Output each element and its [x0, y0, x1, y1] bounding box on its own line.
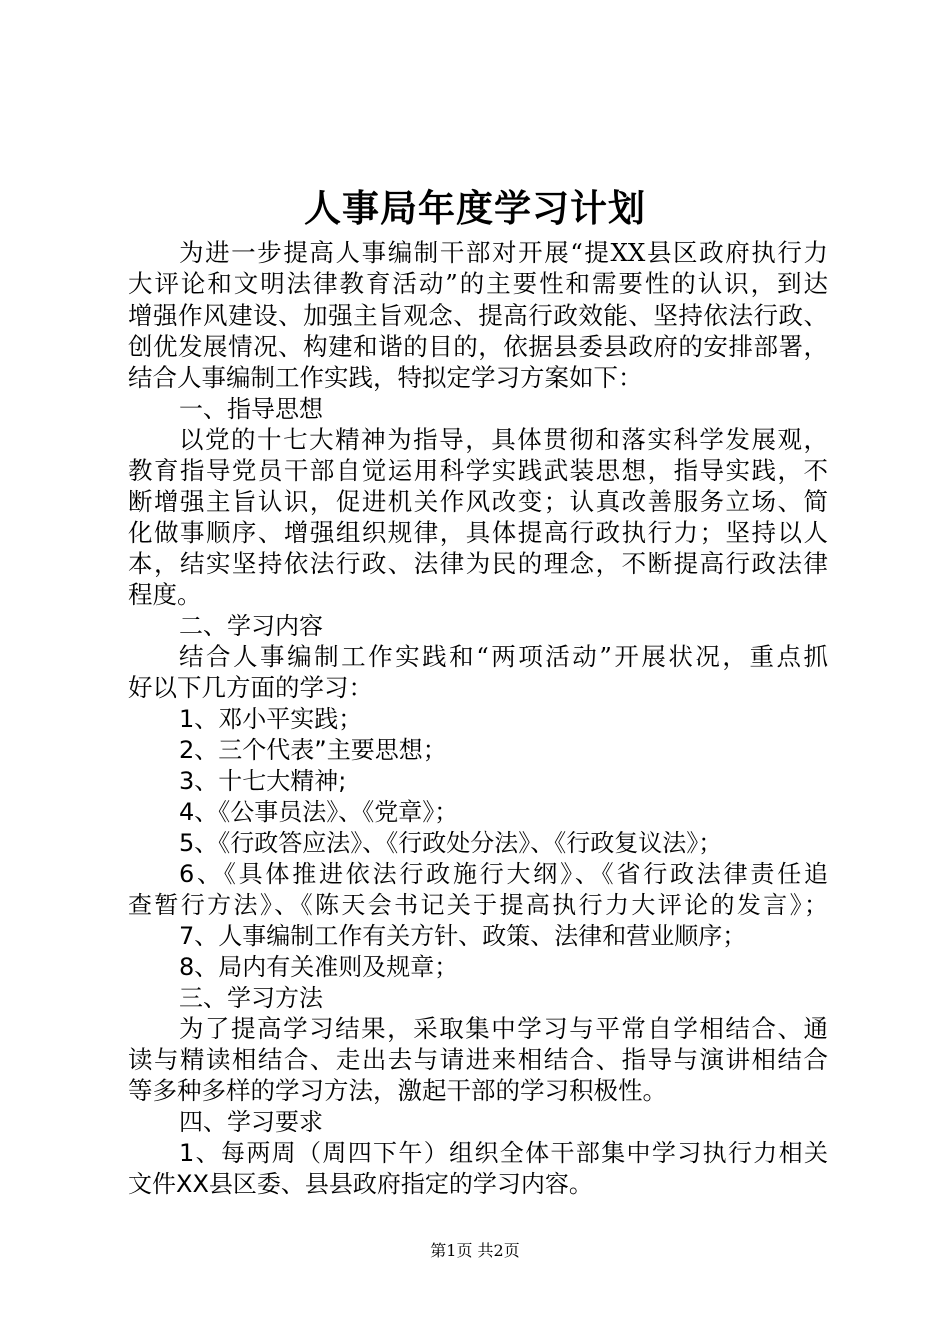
list-item: 文件XX县区委、县县政府指定的学习内容。: [128, 1170, 593, 1198]
paragraph-line: 为了提高学习结果，采取集中学习与平常自学相结合、通: [179, 1014, 828, 1043]
paragraph-line: 好以下几方面的学习：: [128, 673, 373, 702]
page-number-footer: 第1页 共2页: [430, 1241, 520, 1260]
section-heading: 四、学习要求: [179, 1108, 323, 1136]
paragraph-line: 结合人事编制工作实践和“两项活动”开展状况，重点抓: [179, 642, 828, 671]
section-heading: 二、学习内容: [179, 612, 323, 640]
list-item: 6、《具体推进依法行政施行大纲》、《省行政法律责任追: [179, 860, 828, 888]
list-item: 7、人事编制工作有关方针、政策、法律和营业顺序；: [179, 922, 747, 950]
list-item: 8、局内有关准则及规章；: [179, 953, 459, 981]
paragraph-line: 创优发展情况、构建和谐的目的，依据县委县政府的安排部署，: [128, 332, 828, 361]
paragraph-line: 大评论和文明法律教育活动”的主要性和需要性的认识，到达: [128, 269, 828, 298]
list-item: 查暂行方法》、《陈天会书记关于提高执行力大评论的发言》；: [128, 891, 828, 919]
paragraph-line: 本，结实坚持依法行政、法律为民的理念，不断提高行政法律: [128, 549, 828, 578]
list-item: 2、三个代表”主要思想；: [179, 736, 447, 764]
paragraph-line: 读与精读相结合、走出去与请进来相结合、指导与演讲相结合: [128, 1045, 828, 1074]
list-item: 1、每两周（周四下午）组织全体干部集中学习执行力相关: [179, 1139, 828, 1167]
list-item: 3、十七大精神;: [179, 767, 347, 795]
section-heading: 一、指导思想: [179, 395, 323, 423]
paragraph-line: 化做事顺序、增强组织规律，具体提高行政执行力；坚持以人: [128, 518, 828, 547]
paragraph-line: 教育指导党员干部自觉运用科学实践武装思想，指导实践，不: [128, 456, 828, 485]
list-item: 4、《公事员法》、《党章》；: [179, 798, 459, 826]
list-item: 1、邓小平实践；: [179, 705, 363, 733]
section-heading: 三、学习方法: [179, 984, 323, 1012]
paragraph-line: 增强作风建设、加强主旨观念、提高行政效能、坚持依法行政、: [128, 301, 828, 330]
paragraph-line: 为进一步提高人事编制干部对开展“提XX县区政府执行力: [179, 238, 828, 267]
page-title: 人事局年度学习计划: [304, 186, 646, 230]
paragraph-line: 结合人事编制工作实践，特拟定学习方案如下：: [128, 363, 643, 392]
paragraph-line: 程度。: [128, 580, 202, 609]
list-item: 5、《行政答应法》、《行政处分法》、《行政复议法》；: [179, 829, 723, 857]
paragraph-line: 以党的十七大精神为指导，具体贯彻和落实科学发展观，: [179, 425, 828, 454]
paragraph-line: 断增强主旨认识，促进机关作风改变；认真改善服务立场、简: [128, 487, 828, 516]
paragraph-line: 等多种多样的学习方法，激起干部的学习积极性。: [128, 1076, 667, 1105]
